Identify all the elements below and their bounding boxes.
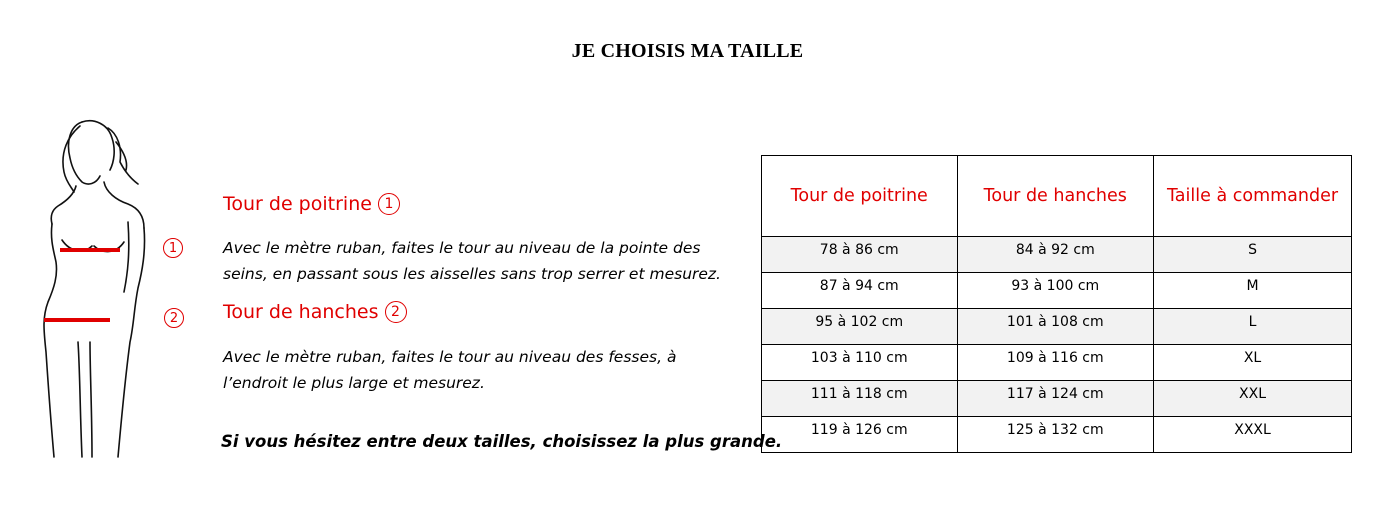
table-row: [762, 273, 1352, 309]
header-hips: Tour de hanches: [957, 156, 1154, 237]
cell-hips: 93 à 100 cm: [957, 273, 1154, 309]
cell-hips: 117 à 124 cm: [957, 381, 1154, 417]
chest-instructions: Avec le mètre ruban, faites le tour au niveau de la pointe des seins, en passant sous les aisselles sans trop serrer et mesurez.: [223, 239, 721, 283]
table-row: [762, 345, 1352, 381]
hips-heading: [223, 301, 407, 323]
cell-hips: 101 à 108 cm: [957, 309, 1154, 345]
table-row: [762, 417, 1352, 453]
cell-chest: 119 à 126 cm: [762, 417, 958, 453]
chest-heading-badge: 1: [378, 193, 400, 215]
cell-hips: 109 à 116 cm: [957, 345, 1154, 381]
cell-size: S: [1154, 237, 1352, 273]
chest-heading: [223, 193, 400, 215]
size-advice-note: Si vous hésitez entre deux tailles, choisissez la plus grande.: [221, 432, 783, 451]
hips-instructions: Avec le mètre ruban, faites le tour au niveau des fesses, à l’endroit le plus large et mesurez.: [223, 348, 677, 392]
header-chest: Tour de poitrine: [762, 156, 958, 237]
cell-chest: 111 à 118 cm: [762, 381, 958, 417]
hips-heading-label: Tour de hanches: [223, 301, 379, 323]
cell-size: XXL: [1154, 381, 1352, 417]
cell-size: XL: [1154, 345, 1352, 381]
cell-size: L: [1154, 309, 1352, 345]
table-row: [762, 237, 1352, 273]
cell-hips: 84 à 92 cm: [957, 237, 1154, 273]
hips-heading-badge: 2: [385, 301, 407, 323]
cell-chest: 95 à 102 cm: [762, 309, 958, 345]
header-size: Taille à commander: [1154, 156, 1352, 237]
body-silhouette-illustration: [30, 112, 160, 462]
cell-chest: 87 à 94 cm: [762, 273, 958, 309]
cell-chest: 103 à 110 cm: [762, 345, 958, 381]
table-row: [762, 381, 1352, 417]
table-row: [762, 309, 1352, 345]
cell-chest: 78 à 86 cm: [762, 237, 958, 273]
cell-size: M: [1154, 273, 1352, 309]
table-header-row: [762, 156, 1352, 237]
page-title: JE CHOISIS MA TAILLE: [571, 40, 804, 62]
chest-marker-badge: 1: [163, 238, 183, 258]
chest-heading-label: Tour de poitrine: [223, 193, 372, 215]
cell-size: XXXL: [1154, 417, 1352, 453]
cell-hips: 125 à 132 cm: [957, 417, 1154, 453]
hips-marker-badge: 2: [164, 308, 184, 328]
size-chart-table: [761, 155, 1352, 453]
